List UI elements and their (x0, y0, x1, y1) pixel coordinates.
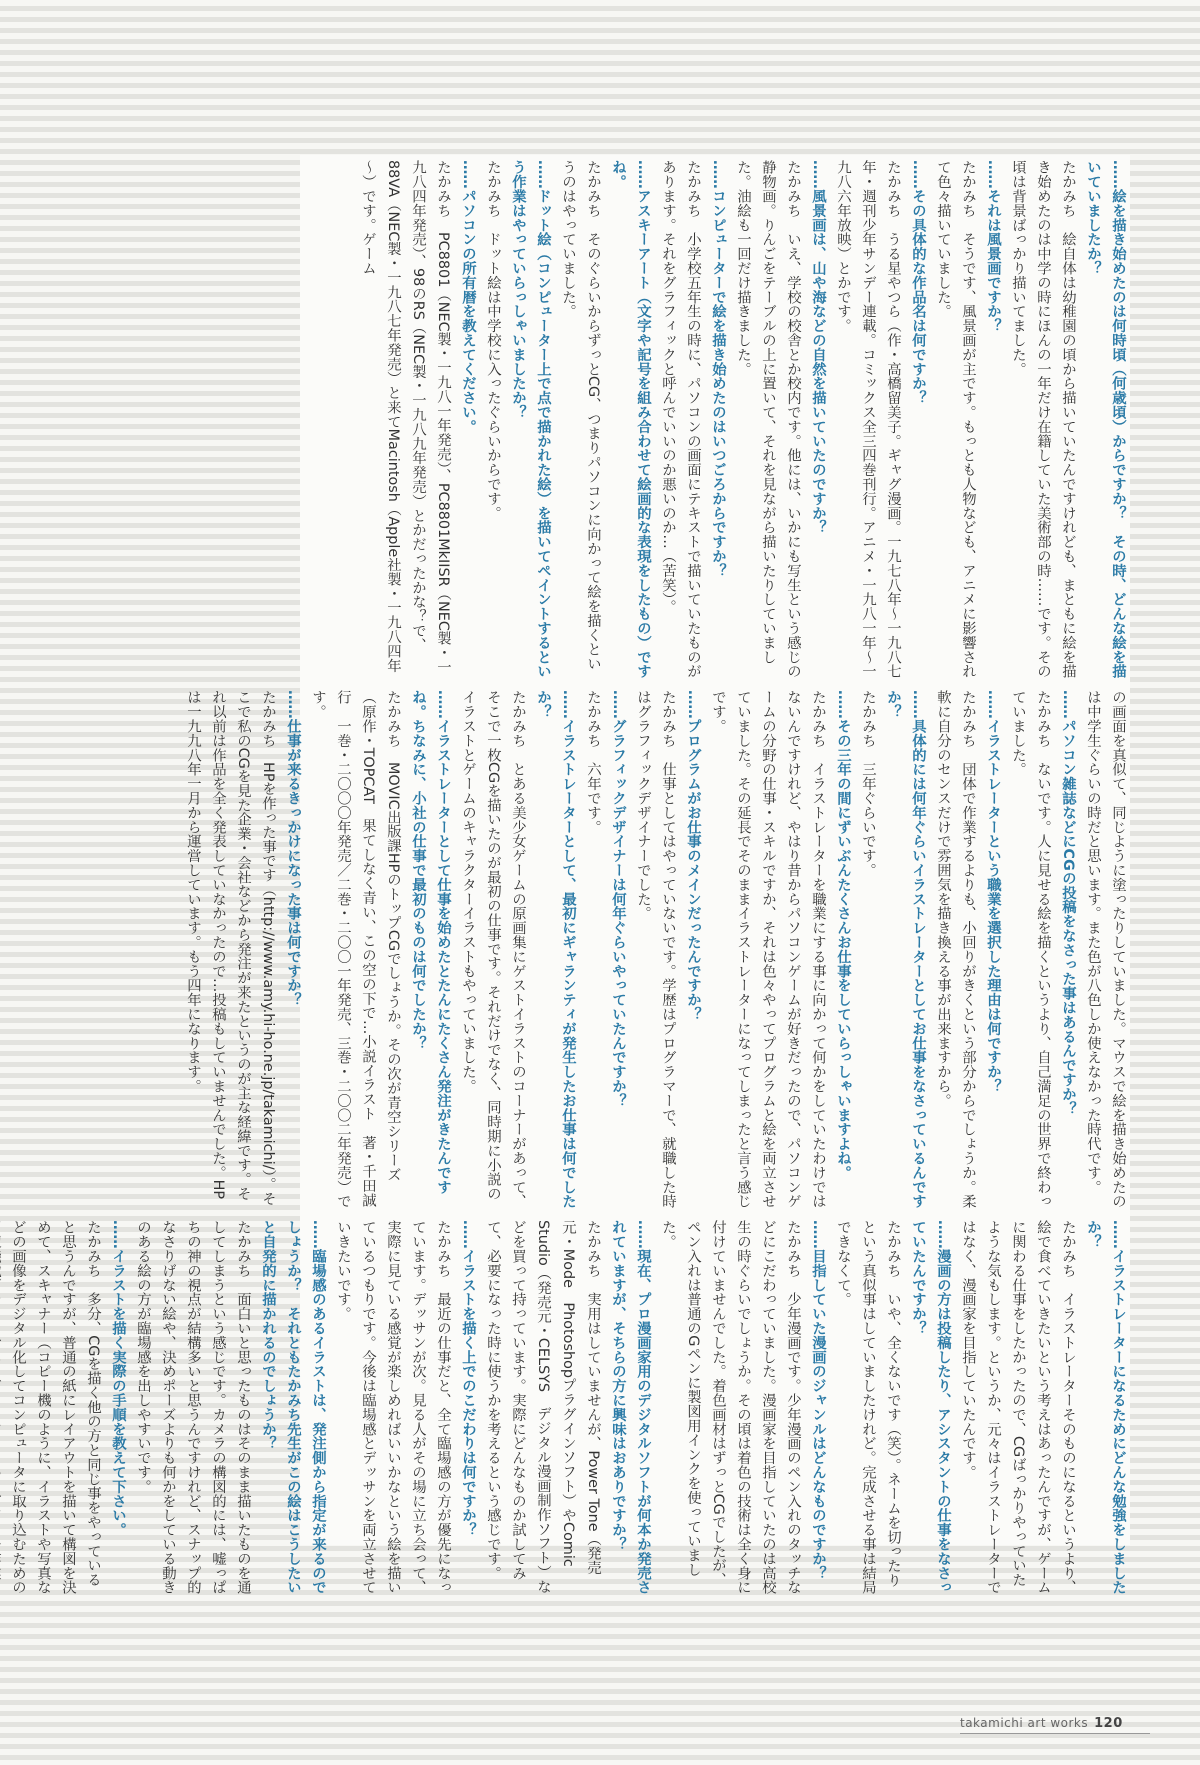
interview-answer: たかみち PC8801（NEC製・一九八一年発売）、PC8801MkIISR（NEC製・一九八四年発売）、98のRS（NEC製・一九八九年発売）とかだったかな？で、88VA（NEC製・一九八七年発売）と来てMacintosh（Apple社製・一九八四年～）です。ゲーム (360, 160, 451, 675)
interview-question: ……プログラムがお仕事のメインだったんですか？ (685, 690, 701, 1022)
interview-answer: たかみち いや、全くないです（笑）。ネームを切ったりという真似事はしていましたけれど。完成させる事は結局できなくて。 (835, 1220, 901, 1595)
interview-answer: たかみち 絵自体は幼稚園の頃から描いていたんですけれども、まともに絵を描き始めたのは中学の時にほんの一年だけ在籍していた美術部の時……です。その頃は背景ばっかり描いてました。 (1010, 160, 1076, 679)
interview-question: ……絵を描き始めたのは何時頃（何歳頃）からですか？ その時、どんな絵を描いていましたか？ (1085, 160, 1126, 679)
interview-question: ……漫画の方は投稿したり、アシスタントの仕事をなさっていたんですか？ (910, 1220, 951, 1595)
interview-answer: たかみち ドット絵は中学校に入ったぐらいからです。 (485, 160, 501, 520)
interview-question: ……パソコンの所有暦を教えてください。 (460, 160, 476, 434)
interview-question: ……具体的には何年ぐらいイラストレーターとしてお仕事をなさっているんですか？ (885, 690, 926, 1209)
interview-answer: たかみち 多分、CGを描く他の方と同じ事をやっていると思うんですが、普通の紙にレイアウトを描いて構図を決めて、スキャナー（コピー機のように、イラストや写真などの画像をデジタル化してコンピュータに取り込むための (10, 1220, 101, 1595)
footer-label: takamichi art works (960, 1716, 1089, 1730)
interview-question: ……その具体的な作品名は何ですか？ (910, 160, 926, 405)
page-footer (960, 1716, 1123, 1731)
interview-answer: たかみち ないです。人に見せる絵を描くというより、自己満足の世界で終わっていました。 (1010, 690, 1051, 1209)
interview-band-3 (10, 1220, 1130, 1600)
interview-question: ……イラストを描く上でのこだわりは何ですか？ (460, 1220, 476, 1537)
interview-question: ……パソコン雑誌などにCGの投稿をなさった事はあるんですか？ (1060, 690, 1076, 1116)
interview-answer: たかみち 実用はしていませんが、Power Tone（発売元・Mode Photoshopプラグインソフト）やComic Studio（発売元・CELSYS デジタル漫画制作ソフト）などを買って持っています。実際にどんなものか試してみて、必要になった時に使うかを考えるという感じです。 (485, 1220, 601, 1594)
interview-answer: たかみち 仕事としてはやっていないです。学歴はプログラマーで、就職した時はグラフィックデザイナーでした。 (635, 690, 676, 1209)
footer-rule (960, 1733, 1150, 1734)
interview-answer: たかみち 面白いと思ったものはそのまま描いたものを通してしまうという感じです。カメラの構図的には、嘘っぱちの神の視点が結構多いと思うんですけれど、スナップ的なさりげない絵や、決めポーズよりも何かをしている動きのある絵の方が臨場感を出しやすいです。 (135, 1220, 251, 1595)
interview-question: ……それは風景画ですか？ (985, 160, 1001, 333)
interview-question: ……目指していた漫画のジャンルはどんなものですか？ (810, 1220, 826, 1580)
interview-answer: たかみち うる星やつら（作・高橋留美子。ギャグ漫画。一九七八年～一九八七年・週刊少年サンデー連載。コミックス全三四巻刊行。アニメ・一九八一年～一九八六年放映）とかです。 (835, 160, 901, 679)
interview-answer: たかみち MOVIC出版課HPのトップCGでしょうか。その次が青空シリーズ（原作・TOPCAT 果てしなく青い、この空の下で…小説イラスト 著・千田誠行 一巻・二〇〇〇年発売／二巻・二〇〇一年発売、三巻・二〇〇二年発売）です。 (310, 690, 401, 1209)
interview-answer: たかみち とある美少女ゲームの原画集にゲストイラストのコーナーがあって、そこで一枚CGを描いたのが最初の仕事です。それだけでなく、同時期に小説のイラストとゲームのキャラクターイラストもやっていました。 (460, 690, 526, 1209)
interview-question: ……アスキーアート（文字や記号を組み合わせて絵画的な表現をしたもの）ですね。 (610, 160, 651, 679)
interview-answer: たかみち HPを作った事です（http://www.amy.hi-ho.ne.jp/takamichi/）。そこで私のCGを見た企業・会社などから発注が来たというのが主な経緯です。それ以前は作品を全く発表していなかったので…投稿もしていませんでした。HPは一九九八年一月から運営しています。もう四年になります。 (185, 690, 276, 1206)
interview-answer: たかみち 小学校五年生の時に、パソコンの画面にテキストで描いていたものがあります。それをグラフィックと呼んでいいのか悪いのか…（苦笑）。 (660, 160, 701, 679)
interview-question: ……仕事が来るきっかけになった事は何ですか？ (285, 690, 301, 1007)
interview-band-1 (360, 160, 1130, 680)
interview-answer: の画面を真似て、同じように塗ったりしていました。マウスで絵を描き始めたのは中学生ぐらいの時だと思います。また色が八色しか使えなかった時代です。 (1085, 690, 1126, 1209)
interview-question: ……イラストレーターになるためにどんな勉強をしましたか？ (1085, 1220, 1126, 1595)
page-number: 120 (1094, 1716, 1123, 1731)
interview-question: ……イラストレーターとして仕事を始めたとたんにたくさん発注がきたんですね。ちなみに、小社の仕事で最初のものは何でしたか？ (410, 690, 451, 1194)
interview-question: ……イラストを描く実際の手順を教えて下さい。 (110, 1220, 126, 1537)
interview-question: ……イラストレーターという職業を選択した理由は何ですか？ (985, 690, 1001, 1094)
interview-answer: たかみち イラストレーターそのものになるというより、絵で食べていきたいという考えはあったんですが、ゲームに関わる仕事をしたかったので、CGばっかりやっていたような気もします。というか、元々はイラストレーターではなく、漫画家を目指していたんです。 (960, 1220, 1076, 1595)
interview-question: ……風景画は、山や海などの自然を描いていたのですか？ (810, 160, 826, 535)
interview-answer: たかみち 最近の仕事だと、全て臨場感の方が優先になっています。デッサンが次。見る人がその場に立ち会って、実際に見ている感覚が楽しめればいいかなという絵を描いているつもりです。今後は臨場感とデッサンを両立させていきたいです。 (335, 1220, 451, 1595)
interview-question: ……その三年の間にずいぶんたくさんお仕事をしていらっしゃいますよね。 (835, 690, 851, 1180)
interview-answer: たかみち そのぐらいからずっとCG、つまりパソコンに向かって絵を描くというのはやっていました。 (560, 160, 601, 671)
interview-question: ……臨場感のあるイラストは、発注側から指定が来るのでしょうか？ それともたかみち先生がこの絵はこうしたいと自発的に描かれるのでしょうか？ (260, 1220, 326, 1595)
interview-answer: たかみち 三年ぐらいです。 (860, 690, 876, 878)
interview-answer: たかみち そうです、風景画が主です。もっとも人物なども、アニメに影響されて色々描いていました。 (935, 160, 976, 679)
interview-question: ……コンピューターで絵を描き始めたのはいつごろからですか？ (710, 160, 726, 578)
interview-band-2 (185, 690, 1130, 1210)
interview-answer: たかみち いえ、学校の校舎とか校内です。他には、いかにも写生という感じの静物画。りんごをテーブルの上に置いて、それを見ながら描いたりしていました。油絵も一回だけ描きました。 (735, 160, 801, 679)
interview-question: ……現在、プロ漫画家用のデジタルソフトが何本か発売されていますが、そちらの方に興味はおありですか？ (610, 1220, 651, 1595)
interview-answer: たかみち 少年漫画です。少年漫画のペン入れのタッチなどにこだわっていました。漫画家を目指していたのは高校生の時ぐらいでしょうか。その頃は着色の技術は全く身に付けていませんでした。着色画材はずっとCGでしたが、ペン入れは普通のGペンに製図用インクを使っていました。 (660, 1220, 801, 1595)
interview-answer: たかみち 団体で作業するよりも、小回りがきくという部分からでしょうか。柔軟に自分のセンスだけで雰囲気を描き換える事が出来ますから。 (935, 690, 976, 1209)
interview-question: ……グラフィックデザイナーは何年ぐらいやっていたんですか？ (610, 690, 626, 1108)
interview-answer: たかみち イラストレーターを職業にする事に向かって何かをしていたわけではないんですけれど、やはり昔からパソコンゲームが好きだったので、パソコンゲームの分野の仕事・スキルですか、それは色々やってプログラムと絵を両立させていました。その延長でそのままイラストレーターになってしまったと言う感じです。 (710, 690, 826, 1209)
interview-answer: たかみち 六年です。 (585, 690, 601, 834)
interview-question: ……ドット絵（コンピューター上で点で描かれた絵）を描いてペイントするという作業はやっていらっしゃいましたか？ (510, 160, 551, 679)
interview-question: ……イラストレーターとして、最初にギャランティが発生したお仕事は何でしたか？ (535, 690, 576, 1209)
